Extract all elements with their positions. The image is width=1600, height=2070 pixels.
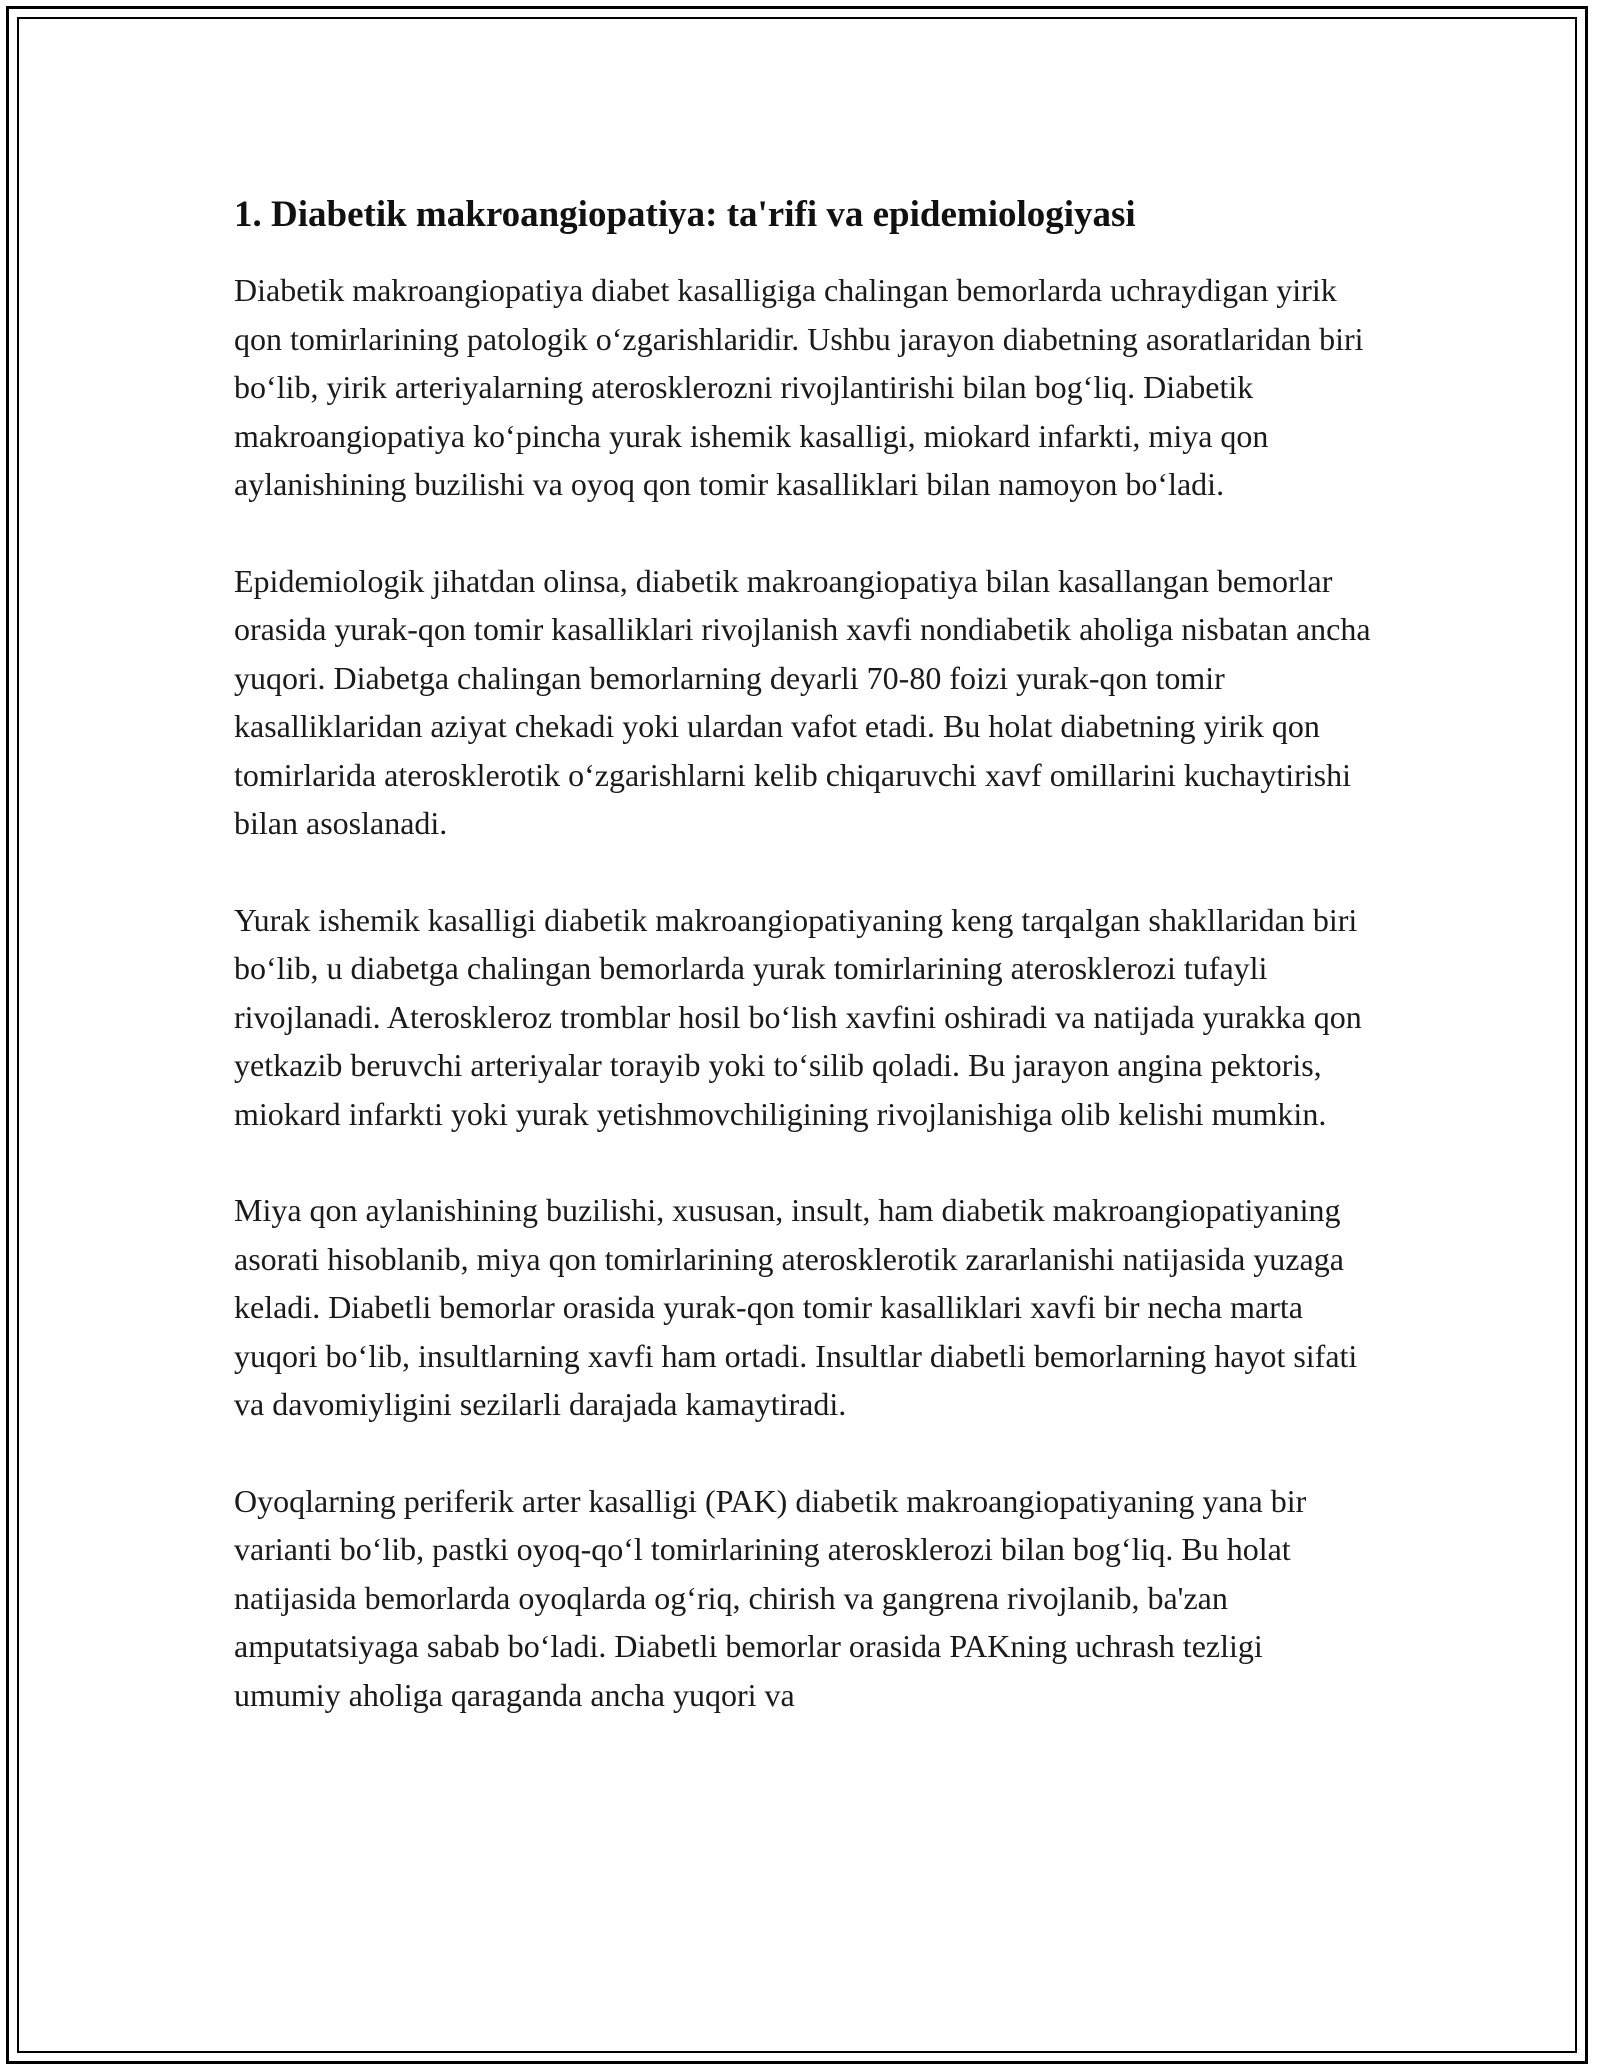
- document-body: [234, 186, 1374, 1767]
- section-heading: 1. Diabetik makroangiopatiya: ta'rifi va epidemiologiyasi: [234, 194, 1136, 235]
- paragraph-peripheral-artery-disease: Oyoqlarning periferik arter kasalligi (PAK) diabetik makroangiopatiyaning yana bir varianti bo‘lib, pastki oyoq-qo‘l tomirlarining aterosklerozi bilan bog‘liq. Bu holat natijasida bemorlarda oyoqlarda og‘riq, chirish va gangrena rivojlanib, ba'zan amputatsiyaga sabab bo‘ladi. Diabetli bemorlar orasida PAKning uchrash tezligi umumiy aholiga qaraganda ancha yuqori va: [234, 1482, 1307, 1713]
- paragraph-definition: Diabetik makroangiopatiya diabet kasalligiga chalingan bemorlarda uchraydigan yirik qon tomirlarining patologik o‘zgarishlaridir. Ushbu jarayon diabetning asoratlaridan biri bo‘lib, yirik arteriyalarning aterosklerozni rivojlantirishi bilan bog‘liq. Diabetik makroangiopatiya ko‘pincha yurak ishemik kasalligi, miokard infarkti, miya qon aylanishining buzilishi va oyoq qon tomir kasalliklari bilan namoyon bo‘ladi.: [234, 272, 1364, 502]
- paragraph-ischemic-heart-disease: Yurak ishemik kasalligi diabetik makroangiopatiyaning keng tarqalgan shakllaridan biri bo‘lib, u diabetga chalingan bemorlarda yurak tomirlarining aterosklerozi tufayli rivojlanadi. Ateroskleroz tromblar hosil bo‘lish xavfini oshiradi va natijada yurakka qon yetkazib beruvchi arteriyalar torayib yoki to‘silib qoladi. Bu jarayon angina pektoris, miokard infarkti yoki yurak yetishmovchiligining rivojlanishiga olib kelishi mumkin.: [234, 901, 1362, 1132]
- paragraph-epidemiology: Epidemiologik jihatdan olinsa, diabetik makroangiopatiya bilan kasallangan bemorlar orasida yurak-qon tomir kasalliklari rivojlanish xavfi nondiabetik aholiga nisbatan ancha yuqori. Diabetga chalingan bemorlarning deyarli 70-80 foizi yurak-qon tomir kasalliklaridan aziyat chekadi yoki ulardan vafot etadi. Bu holat diabetning yirik qon tomirlarida aterosklerotik o‘zgarishlarni kelib chiqaruvchi xavf omillarini kuchaytirishi bilan asoslanadi.: [234, 562, 1371, 841]
- paragraph-stroke: Miya qon aylanishining buzilishi, xususan, insult, ham diabetik makroangiopatiyaning asorati hisoblanib, miya qon tomirlarining aterosklerotik zararlanishi natijasida yuzaga keladi. Diabetli bemorlar orasida yurak-qon tomir kasalliklari xavfi bir necha marta yuqori bo‘lib, insultlarning xavfi ham ortadi. Insultlar diabetli bemorlarning hayot sifati va davomiyligini sezilarli darajada kamaytiradi.: [234, 1192, 1358, 1422]
